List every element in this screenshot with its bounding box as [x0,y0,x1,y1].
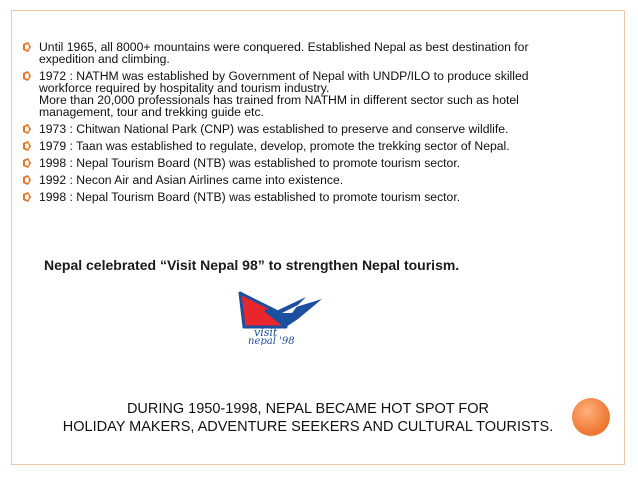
dingbat-bullet-icon [21,140,33,152]
closing-line: HOLIDAY MAKERS, ADVENTURE SEEKERS AND CULTURAL TOURISTS. [62,419,554,435]
bullet-line: More than 20,000 professionals has trained from NATHM in different sector such as hotel [39,93,519,107]
headline: Nepal celebrated “Visit Nepal 98” to strengthen Nepal tourism. [44,257,460,273]
dingbat-bullet-icon [21,41,33,53]
list-item [21,123,621,135]
list-item [21,174,621,186]
list-item [21,191,621,203]
dingbat-bullet-icon [21,174,33,186]
list-item [21,157,621,169]
dingbat-bullet-icon [21,157,33,169]
bullet-line: workforce required by hospitality and tourism industry. [39,81,330,95]
bullet-line: 1979 : Taan was established to regulate, develop, promote the trekking sector of Nepal. [39,139,510,153]
bullet-line: 1998 : Nepal Tourism Board (NTB) was established to promote tourism sector. [39,190,461,204]
orange-circle-icon [572,398,610,436]
list-item [21,70,621,118]
bullet-line: 1992 : Necon Air and Asian Airlines came into existence. [39,173,344,187]
dingbat-bullet-icon [21,191,33,203]
bullet-line: management, tour and trekking guide etc. [39,105,264,119]
dingbat-bullet-icon [21,123,33,135]
closing-statement [28,400,588,436]
logo-text-line: visit [254,326,278,339]
dingbat-bullet-icon [21,70,33,82]
visit-nepal-98-logo-icon [236,291,325,345]
bullet-list [21,41,621,208]
list-item [21,41,621,65]
bullet-line: 1998 : Nepal Tourism Board (NTB) was established to promote tourism sector. [39,156,461,170]
logo-text-line: nepal '98 [248,336,295,345]
bullet-line: expedition and climbing. [39,52,170,66]
bullet-line: Until 1965, all 8000+ mountains were conquered. Established Nepal as best destination for [39,40,529,54]
bullet-line: 1972 : NATHM was established by Government of Nepal with UNDP/ILO to produce skilled [39,69,529,83]
closing-line: DURING 1950-1998, NEPAL BECAME HOT SPOT FOR [126,401,490,417]
list-item [21,140,621,152]
bullet-line: 1973 : Chitwan National Park (CNP) was established to preserve and conserve wildlife. [39,122,509,136]
